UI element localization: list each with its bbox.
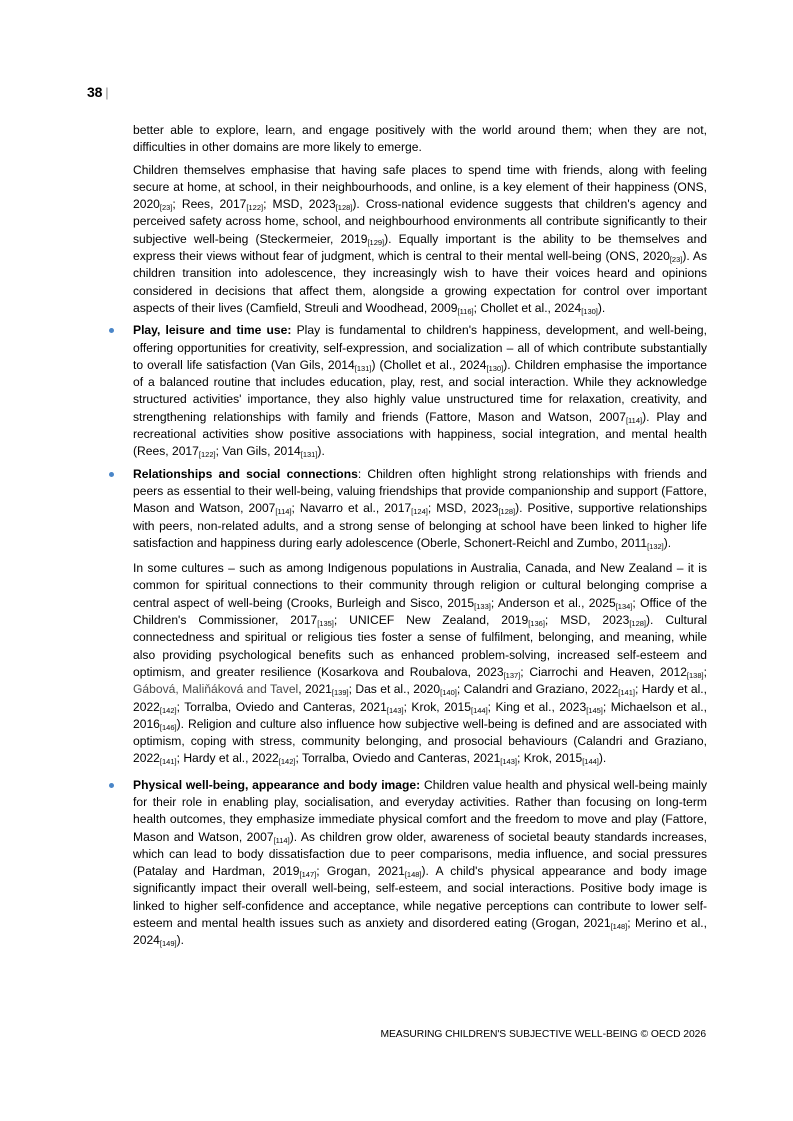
citation-ref[interactable]: [134]	[615, 601, 633, 611]
bullet-relationships	[133, 466, 707, 552]
citation-ref[interactable]: [143]	[500, 757, 517, 767]
text: ). Cultural connectedness and spiritual or religious ties foster a sense of fulfilment, belonging, and meaning, while also providing psychological benefits such as enhanced problem-solving, increased self-esteem and optimism, and greater resilience (Kosarkova and Roubalova, 2023	[133, 613, 708, 679]
text: Children value health and physical well-being mainly for their role in enabling play, socialisation, and everyday activities. Rather than focusing on long-term health outcomes, they emphasize immediate physical comfort and the freedom to move and play (Fattore, Mason and Watson, 2007	[133, 777, 707, 844]
page-footer: MEASURING CHILDREN'S SUBJECTIVE WELL-BEING © OECD 2026	[380, 1029, 706, 1040]
text: ; Ciarrochi and Heaven, 2012	[520, 664, 687, 679]
text: ; King et al., 2023	[487, 699, 587, 714]
text: ). Cross-national evidence suggests that children's agency and perceived safety across home, school, and neighbourhood environments all contribute significantly to their subjective well-being (Steckermeier, 2019	[133, 197, 708, 246]
text: ; Navarro et al., 2017	[291, 501, 412, 516]
citation-ref[interactable]: [133]	[474, 601, 491, 611]
citation-ref[interactable]: [129]	[367, 237, 385, 247]
citation-ref[interactable]: [140]	[440, 688, 457, 698]
text: ; MSD, 2023	[544, 613, 630, 628]
citation-ref[interactable]: [144]	[582, 757, 599, 767]
citation-ref[interactable]: [122]	[246, 203, 264, 213]
bullet-title: Play, leisure and time use:	[133, 323, 292, 338]
citation-ref[interactable]: [128]	[498, 507, 516, 517]
bullet-play-leisure	[133, 322, 707, 460]
citation-ref[interactable]: [137]	[503, 670, 521, 680]
text: ) (Chollet et al., 2024	[371, 357, 487, 372]
citation-ref[interactable]: [122]	[198, 450, 216, 460]
citation-ref[interactable]: [132]	[647, 541, 664, 551]
citation-ref[interactable]: [147]	[299, 870, 317, 880]
citation-ref[interactable]: [128]	[335, 203, 353, 213]
bullet-physical-wellbeing	[133, 777, 707, 950]
citation-ref[interactable]: [23]	[669, 255, 683, 265]
text: ; Michaelson et al., 2016	[133, 699, 707, 731]
text: ). As children transition into adolescence, they increasingly wish to have their voices heard and opinions considered in decisions that affect them, alongside a growing expectation for control over important aspects of their lives (Camfield, Streuli and Woodhead, 2009	[133, 249, 707, 315]
text: ; Das et al., 2020	[348, 682, 441, 697]
text: ). Children emphasise the importance of a balanced routine that includes education, play, rest, and social interaction. While they acknowledge structured activities' importance, they also highly value unstructured time for relaxation, creativity, and strengthening relationships with family and friends (Fattore, Mason and Watson, 2007	[133, 357, 707, 424]
text: Children themselves emphasise that having safe places to spend time with friends, along with feeling secure at home, at school, in their neighbourhoods, and online, is a key element of their happiness (ONS, 2020	[133, 162, 707, 212]
text: ). Equally important is the ability to be themselves and express their views without fear of judgment, which is central to their mental well-being (ONS, 2020	[133, 231, 707, 264]
text: ; Torralba, Oviedo and Canteras, 2021	[295, 751, 501, 766]
text: ).	[663, 535, 672, 550]
citation-ref[interactable]: [114]	[275, 507, 292, 517]
bullet-title: Physical well-being, appearance and body image:	[133, 777, 421, 792]
text: : Children often highlight strong relationships with friends and peers as essential to their well-being, valuing friendships that provide companionship and support (Fattore, Mason and Watson, 2007	[133, 466, 707, 516]
text: ; Hardy et al., 2022	[133, 682, 707, 714]
bullet-dot-icon	[109, 783, 114, 788]
text: ; Van Gils, 2014	[215, 444, 301, 459]
citation-ref[interactable]: [130]	[486, 363, 504, 373]
citation-ref[interactable]: [148]	[404, 870, 422, 880]
text: ; Merino et al., 2024	[133, 916, 707, 948]
text: ). A child's physical appearance and body image significantly impact their overall well-being, self-esteem, and social interactions. Positive body image is linked to higher self-confidence and acceptance, while negative perceptions can contribute to lower self-esteem and mental health issues such as anxiety and disordered eating (Grogan, 2021	[133, 864, 707, 931]
citation-ref[interactable]: [116]	[457, 306, 474, 316]
page-header	[87, 84, 108, 100]
citation-ref[interactable]: [130]	[581, 306, 598, 316]
citation-ref[interactable]: [141]	[618, 688, 635, 698]
citation-ref[interactable]: [135]	[317, 619, 334, 629]
citation-ref[interactable]: [114]	[273, 835, 290, 845]
citation-ref[interactable]: [128]	[629, 619, 646, 629]
text: ; Krok, 2015	[403, 699, 471, 714]
page-number: 38	[87, 84, 103, 100]
text: ).	[317, 444, 325, 459]
text: ;	[703, 664, 707, 679]
text: ). Positive, supportive relationships with peers, non-related adults, and a strong sense of belonging at school have been linked to higher life satisfaction and happiness during early adolescence (Oberle, Schonert-Reichl and Zumbo, 2011	[133, 501, 708, 550]
citation-ref[interactable]: [149]	[159, 939, 177, 949]
citation-ref[interactable]: [142]	[278, 757, 296, 767]
citation-ref[interactable]: [142]	[159, 705, 177, 715]
bullet-title: Relationships and social connections	[133, 466, 358, 481]
text: ; Office of the Children's Commissioner, 2017	[133, 595, 707, 628]
bullet-dot-icon	[109, 472, 114, 477]
page-body	[133, 122, 707, 955]
citation-ref[interactable]: [131]	[354, 363, 372, 373]
citation-ref[interactable]: [23]	[159, 203, 173, 213]
text: ; Anderson et al., 2025	[490, 595, 616, 610]
text: , 2021	[298, 682, 332, 697]
paragraph-safety	[133, 162, 707, 318]
text: ). Religion and culture also influence how subjective well-being is defined and are associated with optimism, coping with stress, community belonging, and prosocial behaviours (Calandri and Graziano, 2022	[133, 716, 707, 766]
text: In some cultures – such as among Indigenous populations in Australia, Canada, and New Zealand – it is common for spiritual connections to their community through religion or cultural belonging comprise a central aspect of well-being (Crooks, Burleigh and Sisco, 2015	[133, 561, 707, 610]
bullet-dot-icon	[109, 328, 114, 333]
text: ). As children grow older, awareness of societal beauty standards increases, which can lead to body dissatisfaction due to peer comparisons, media influence, and social pressures (Patalay and Hardman, 2019	[133, 829, 707, 879]
text: ).	[176, 933, 184, 948]
citation-ref[interactable]: [141]	[159, 757, 177, 767]
text: ; Chollet et al., 2024	[473, 300, 582, 315]
text: ; Grogan, 2021	[316, 864, 405, 879]
citation-ref[interactable]: [143]	[386, 705, 404, 715]
citation-ref[interactable]: [145]	[586, 705, 603, 715]
text: ; UNICEF New Zealand, 2019	[333, 613, 529, 628]
paragraph-culture	[133, 560, 707, 768]
citation-ref[interactable]: [136]	[528, 619, 545, 629]
text: Play is fundamental to children's happiness, development, and well-being, offering opportunities for creativity, self-expression, and socialization – all of which contribute substantially to overall life satisfaction (Van Gils, 2014	[133, 323, 707, 372]
text: ; Torralba, Oviedo and Canteras, 2021	[176, 699, 387, 714]
citation-ref[interactable]: [124]	[411, 507, 428, 517]
text-author-names: Gábová, Maliňáková and Tavel	[133, 682, 299, 697]
text: ; MSD, 2023	[427, 501, 499, 516]
header-separator: |	[105, 85, 109, 100]
citation-ref[interactable]: [146]	[159, 722, 177, 732]
citation-ref[interactable]: [139]	[331, 688, 349, 698]
citation-ref[interactable]: [138]	[686, 670, 704, 680]
text: ; Hardy et al., 2022	[176, 751, 279, 766]
citation-ref[interactable]: [114]	[625, 415, 643, 425]
text: ). Play and recreational activities show positive associations with happiness, social integration, and mental health (Rees, 2017	[133, 409, 708, 459]
text: ).	[597, 300, 606, 315]
text: ; Krok, 2015	[516, 751, 583, 766]
citation-ref[interactable]: [148]	[610, 922, 628, 932]
paragraph-continuation: better able to explore, learn, and engage positively with the world around them; when they are not, difficulties in other domains are more likely to emerge.	[133, 123, 707, 155]
text: ; Rees, 2017	[172, 197, 247, 212]
text: ; MSD, 2023	[263, 197, 336, 212]
text: ).	[598, 751, 607, 766]
text: ; Calandri and Graziano, 2022	[456, 682, 619, 697]
citation-ref[interactable]: [144]	[470, 705, 488, 715]
citation-ref[interactable]: [131]	[300, 450, 318, 460]
